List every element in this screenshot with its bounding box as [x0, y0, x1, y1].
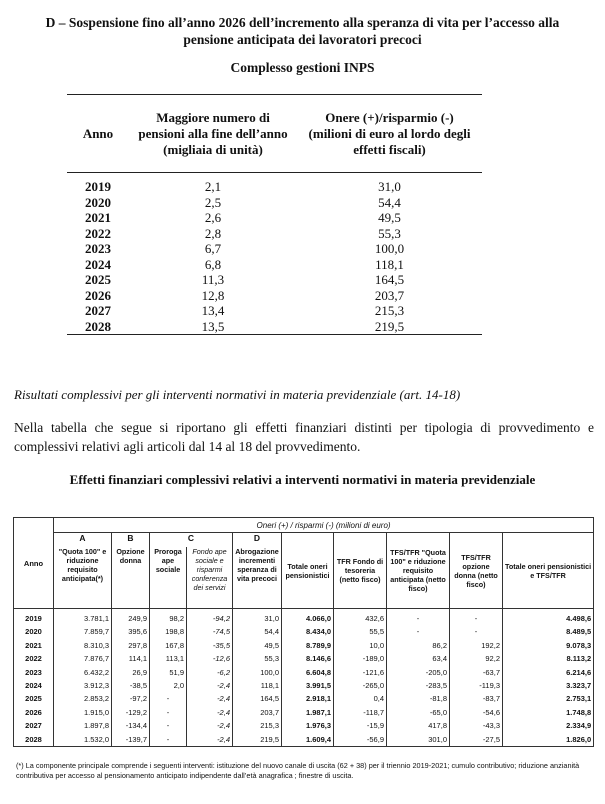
tfs-quota100-cell: 86,2 [387, 639, 450, 652]
table-row [67, 210, 482, 226]
tfs-donna-cell: -83,7 [450, 692, 503, 705]
tfs-quota100-cell: - [387, 625, 450, 638]
year-cell: 2019 [85, 179, 111, 194]
tfs-quota100-cell: 301,0 [387, 733, 450, 747]
totale-tfs-cell: 2.334,9 [503, 719, 594, 732]
table-row [14, 679, 594, 692]
year-cell: 2028 [14, 733, 54, 747]
col-header-quota100: "Quota 100" e riduzione requisito anticipata(*) [54, 547, 112, 609]
fondo-ape-cell: -2,4 [187, 706, 233, 719]
section-d-title: D – Sospensione fino all’anno 2026 dell’incremento alla speranza di vita per l’accesso alla pensione anticipata dei lavoratori precoci [45, 15, 560, 47]
tfs-donna-cell: 192,2 [450, 639, 503, 652]
abrogazione-cell: 118,1 [233, 679, 282, 692]
onere-cell: 49,5 [378, 210, 401, 225]
tfs-quota100-cell: - [387, 609, 450, 626]
results-paragraph: Nella tabella che segue si riportano gli effetti finanziari distinti per tipologia di provvedimento e complessivi relativi agli articoli dal 14 al 18 del provvedimento. [14, 420, 594, 454]
onere-cell: 219,5 [297, 319, 482, 335]
tfr-tesoreria-cell: 10,0 [334, 639, 387, 652]
opzione-donna-cell: 249,9 [112, 609, 150, 626]
pensioni-cell: 11,3 [201, 272, 225, 287]
year-cell: 2027 [85, 303, 111, 318]
quota100-cell: 7.859,7 [54, 625, 112, 638]
pensioni-cell: 6,7 [204, 241, 222, 256]
totale-tfs-cell: 1.826,0 [503, 733, 594, 747]
table-row [14, 692, 594, 705]
year-cell: 2025 [85, 272, 111, 287]
proroga-ape-cell: - [150, 706, 187, 719]
pensioni-cell: 13,5 [129, 319, 297, 335]
tfs-donna-cell: -27,5 [450, 733, 503, 747]
onere-cell: 164,5 [374, 272, 405, 287]
quota100-cell: 3.781,1 [54, 609, 112, 626]
tfs-quota100-cell: -65,0 [387, 706, 450, 719]
pensioni-cell: 2,8 [204, 225, 222, 241]
fondo-ape-cell: -12,6 [187, 652, 233, 665]
proroga-ape-cell: - [150, 719, 187, 732]
quota100-cell: 7.876,7 [54, 652, 112, 665]
fondo-ape-cell: -35,5 [187, 639, 233, 652]
letter-c: C [150, 533, 233, 547]
opzione-donna-cell: -134,4 [112, 719, 150, 732]
tfs-quota100-cell: -283,5 [387, 679, 450, 692]
totale-tfs-cell: 8.113,2 [503, 652, 594, 665]
totale-cell: 1.976,3 [282, 719, 334, 732]
col-header-proroga-ape: Proroga ape sociale [150, 547, 187, 609]
table-row [67, 272, 482, 288]
totale-tfs-cell: 3.323,7 [503, 679, 594, 692]
fondo-ape-cell: -2,4 [187, 692, 233, 705]
totale-cell: 3.991,5 [282, 679, 334, 692]
letter-d: D [233, 533, 282, 547]
tfs-donna-cell: -119,3 [450, 679, 503, 692]
tfs-quota100-cell: 63,4 [387, 652, 450, 665]
abrogazione-cell: 203,7 [233, 706, 282, 719]
year-cell: 2028 [67, 319, 129, 335]
opzione-donna-cell: 395,6 [112, 625, 150, 638]
abrogazione-cell: 31,0 [233, 609, 282, 626]
year-cell: 2019 [14, 609, 54, 626]
proroga-ape-cell: 51,9 [150, 666, 187, 679]
col-header-onere: Onere (+)/risparmio (-) (milioni di euro al lordo degli effetti fiscali) [297, 95, 482, 173]
letter-b: B [112, 533, 150, 547]
section-d-subtitle: Complesso gestioni INPS [230, 60, 375, 75]
pensioni-cell: 2,1 [204, 179, 222, 194]
table-row [67, 288, 482, 304]
opzione-donna-cell: -38,5 [112, 679, 150, 692]
table-row [67, 195, 482, 211]
effetti-table [13, 517, 594, 747]
totale-cell: 2.918,1 [282, 692, 334, 705]
quota100-cell: 1.532,0 [54, 733, 112, 747]
year-cell: 2021 [14, 639, 54, 652]
tfr-tesoreria-cell: 55,5 [334, 625, 387, 638]
table-row [67, 303, 482, 319]
tfr-tesoreria-cell: -15,9 [334, 719, 387, 732]
table-row [67, 257, 482, 273]
totale-tfs-cell: 2.753,1 [503, 692, 594, 705]
fondo-ape-cell: -6,2 [187, 666, 233, 679]
totale-tfs-cell: 8.489,5 [503, 625, 594, 638]
totale-tfs-cell: 6.214,6 [503, 666, 594, 679]
col-header-abrogazione: Abrogazione incrementi speranza di vita precoci [233, 547, 282, 609]
table-row [14, 666, 594, 679]
table-row [14, 652, 594, 665]
year-cell: 2023 [14, 666, 54, 679]
quota100-cell: 1.915,0 [54, 706, 112, 719]
tfr-tesoreria-cell: -118,7 [334, 706, 387, 719]
year-cell: 2024 [14, 679, 54, 692]
fondo-ape-cell: -94,2 [187, 609, 233, 626]
year-cell: 2024 [85, 256, 111, 272]
abrogazione-cell: 100,0 [233, 666, 282, 679]
opzione-donna-cell: -139,7 [112, 733, 150, 747]
totale-cell: 1.987,1 [282, 706, 334, 719]
tfr-tesoreria-cell: -56,9 [334, 733, 387, 747]
onere-cell: 31,0 [378, 179, 401, 194]
totale-tfs-cell: 9.078,3 [503, 639, 594, 652]
abrogazione-cell: 215,3 [233, 719, 282, 732]
col-header-tfs-donna: TFS/TFR opzione donna (netto fisco) [450, 533, 503, 609]
tfr-tesoreria-cell: -265,0 [334, 679, 387, 692]
table-row [14, 706, 594, 719]
table-row [67, 241, 482, 257]
tfs-quota100-cell: -205,0 [387, 666, 450, 679]
fondo-ape-cell: -74,5 [187, 625, 233, 638]
proroga-ape-cell: - [150, 692, 187, 705]
quota100-cell: 1.897,8 [54, 719, 112, 732]
fondo-ape-cell: -2,4 [187, 733, 233, 747]
onere-cell: 215,3 [374, 303, 405, 318]
tfs-donna-cell: 92,2 [450, 652, 503, 665]
pensioni-cell: 6,8 [204, 256, 222, 272]
totale-cell: 4.066,0 [282, 609, 334, 626]
pensioni-cell: 12,8 [201, 287, 225, 303]
onere-cell: 203,7 [374, 287, 405, 303]
col-header-tfr-tesoreria: TFR Fondo di tesoreria (netto fisco) [334, 533, 387, 609]
col-header-opzione-donna: Opzione donna [112, 547, 150, 609]
proroga-ape-cell: 113,1 [150, 652, 187, 665]
proroga-ape-cell: 98,2 [150, 609, 187, 626]
onere-cell: 54,4 [378, 194, 401, 210]
quota100-cell: 6.432,2 [54, 666, 112, 679]
year-cell: 2022 [14, 652, 54, 665]
onere-cell: 118,1 [375, 256, 404, 272]
table-row [67, 319, 482, 335]
year-cell: 2020 [85, 194, 111, 210]
quota100-cell: 8.310,3 [54, 639, 112, 652]
opzione-donna-cell: -97,2 [112, 692, 150, 705]
proroga-ape-cell: 2,0 [150, 679, 187, 692]
abrogazione-cell: 55,3 [233, 652, 282, 665]
year-cell: 2026 [85, 287, 111, 303]
table-row [14, 719, 594, 732]
totale-cell: 8.789,9 [282, 639, 334, 652]
col-header-pensioni: Maggiore numero di pensioni alla fine dell’anno (migliaia di unità) [129, 95, 297, 173]
year-cell: 2021 [85, 210, 111, 225]
col-header-anno: Anno [67, 95, 129, 173]
footnote: (*) La componente principale comprende i seguenti interventi: istituzione del nuovo canale di uscita (62 + 38) per il triennio 2019-2021; cumulo contributivo; riduzione anzianità contributiva per accesso al pensionamento anticipato indipendente dall’età anagrafica ; finestre di uscita. [16, 761, 580, 780]
oneri-header: Oneri (+) / risparmi (-) (milioni di euro) [54, 518, 594, 533]
year-cell: 2025 [14, 692, 54, 705]
onere-cell: 100,0 [374, 241, 405, 256]
tfs-donna-cell: - [450, 609, 503, 626]
results-heading: Risultati complessivi per gli interventi normativi in materia previdenziale (art. 14-18) [14, 387, 461, 402]
opzione-donna-cell: -129,2 [112, 706, 150, 719]
col-header-totale: Totale oneri pensionistici [282, 533, 334, 609]
tfr-tesoreria-cell: -189,0 [334, 652, 387, 665]
year-cell: 2023 [85, 241, 111, 256]
table2-title: Effetti finanziari complessivi relativi a interventi normativi in materia previdenziale [69, 472, 536, 487]
table-row [67, 226, 482, 242]
table-row [14, 639, 594, 652]
abrogazione-cell: 164,5 [233, 692, 282, 705]
tfr-tesoreria-cell: 0,4 [334, 692, 387, 705]
totale-cell: 8.146,6 [282, 652, 334, 665]
abrogazione-cell: 49,5 [233, 639, 282, 652]
tfs-quota100-cell: -81,8 [387, 692, 450, 705]
abrogazione-cell: 54,4 [233, 625, 282, 638]
pensioni-cell: 2,6 [204, 210, 222, 225]
proroga-ape-cell: 167,8 [150, 639, 187, 652]
tfs-quota100-cell: 417,8 [387, 719, 450, 732]
letter-a: A [54, 533, 112, 547]
pensioni-cell: 2,5 [204, 194, 222, 210]
opzione-donna-cell: 297,8 [112, 639, 150, 652]
tfs-donna-cell: -43,3 [450, 719, 503, 732]
quota100-cell: 2.853,2 [54, 692, 112, 705]
quota100-cell: 3.912,3 [54, 679, 112, 692]
totale-tfs-cell: 1.748,8 [503, 706, 594, 719]
table-row [14, 625, 594, 638]
precoci-table [67, 94, 482, 335]
table-row [67, 173, 482, 195]
col-header-fondo-ape: Fondo ape sociale e risparmi conferenza dei servizi [187, 547, 233, 609]
tfs-donna-cell: -54,6 [450, 706, 503, 719]
abrogazione-cell: 219,5 [233, 733, 282, 747]
proroga-ape-cell: - [150, 733, 187, 747]
table-row [14, 733, 594, 747]
tfr-tesoreria-cell: -121,6 [334, 666, 387, 679]
col-header-tfs-quota100: TFS/TFR "Quota 100" e riduzione requisito anticipata (netto fisco) [387, 533, 450, 609]
fondo-ape-cell: -2,4 [187, 679, 233, 692]
pensioni-cell: 13,4 [201, 303, 225, 318]
opzione-donna-cell: 114,1 [112, 652, 150, 665]
col-header-anno: Anno [14, 518, 54, 609]
year-cell: 2020 [14, 625, 54, 638]
tfr-tesoreria-cell: 432,6 [334, 609, 387, 626]
totale-cell: 1.609,4 [282, 733, 334, 747]
totale-tfs-cell: 4.498,6 [503, 609, 594, 626]
year-cell: 2022 [85, 225, 111, 241]
col-header-totale-tfs: Totale oneri pensionistici e TFS/TFR [503, 533, 594, 609]
tfs-donna-cell: -63,7 [450, 666, 503, 679]
year-cell: 2027 [14, 719, 54, 732]
proroga-ape-cell: 198,8 [150, 625, 187, 638]
tfs-donna-cell: - [450, 625, 503, 638]
onere-cell: 55,3 [378, 225, 401, 241]
opzione-donna-cell: 26,9 [112, 666, 150, 679]
totale-cell: 6.604,8 [282, 666, 334, 679]
table-row [14, 609, 594, 626]
fondo-ape-cell: -2,4 [187, 719, 233, 732]
totale-cell: 8.434,0 [282, 625, 334, 638]
year-cell: 2026 [14, 706, 54, 719]
